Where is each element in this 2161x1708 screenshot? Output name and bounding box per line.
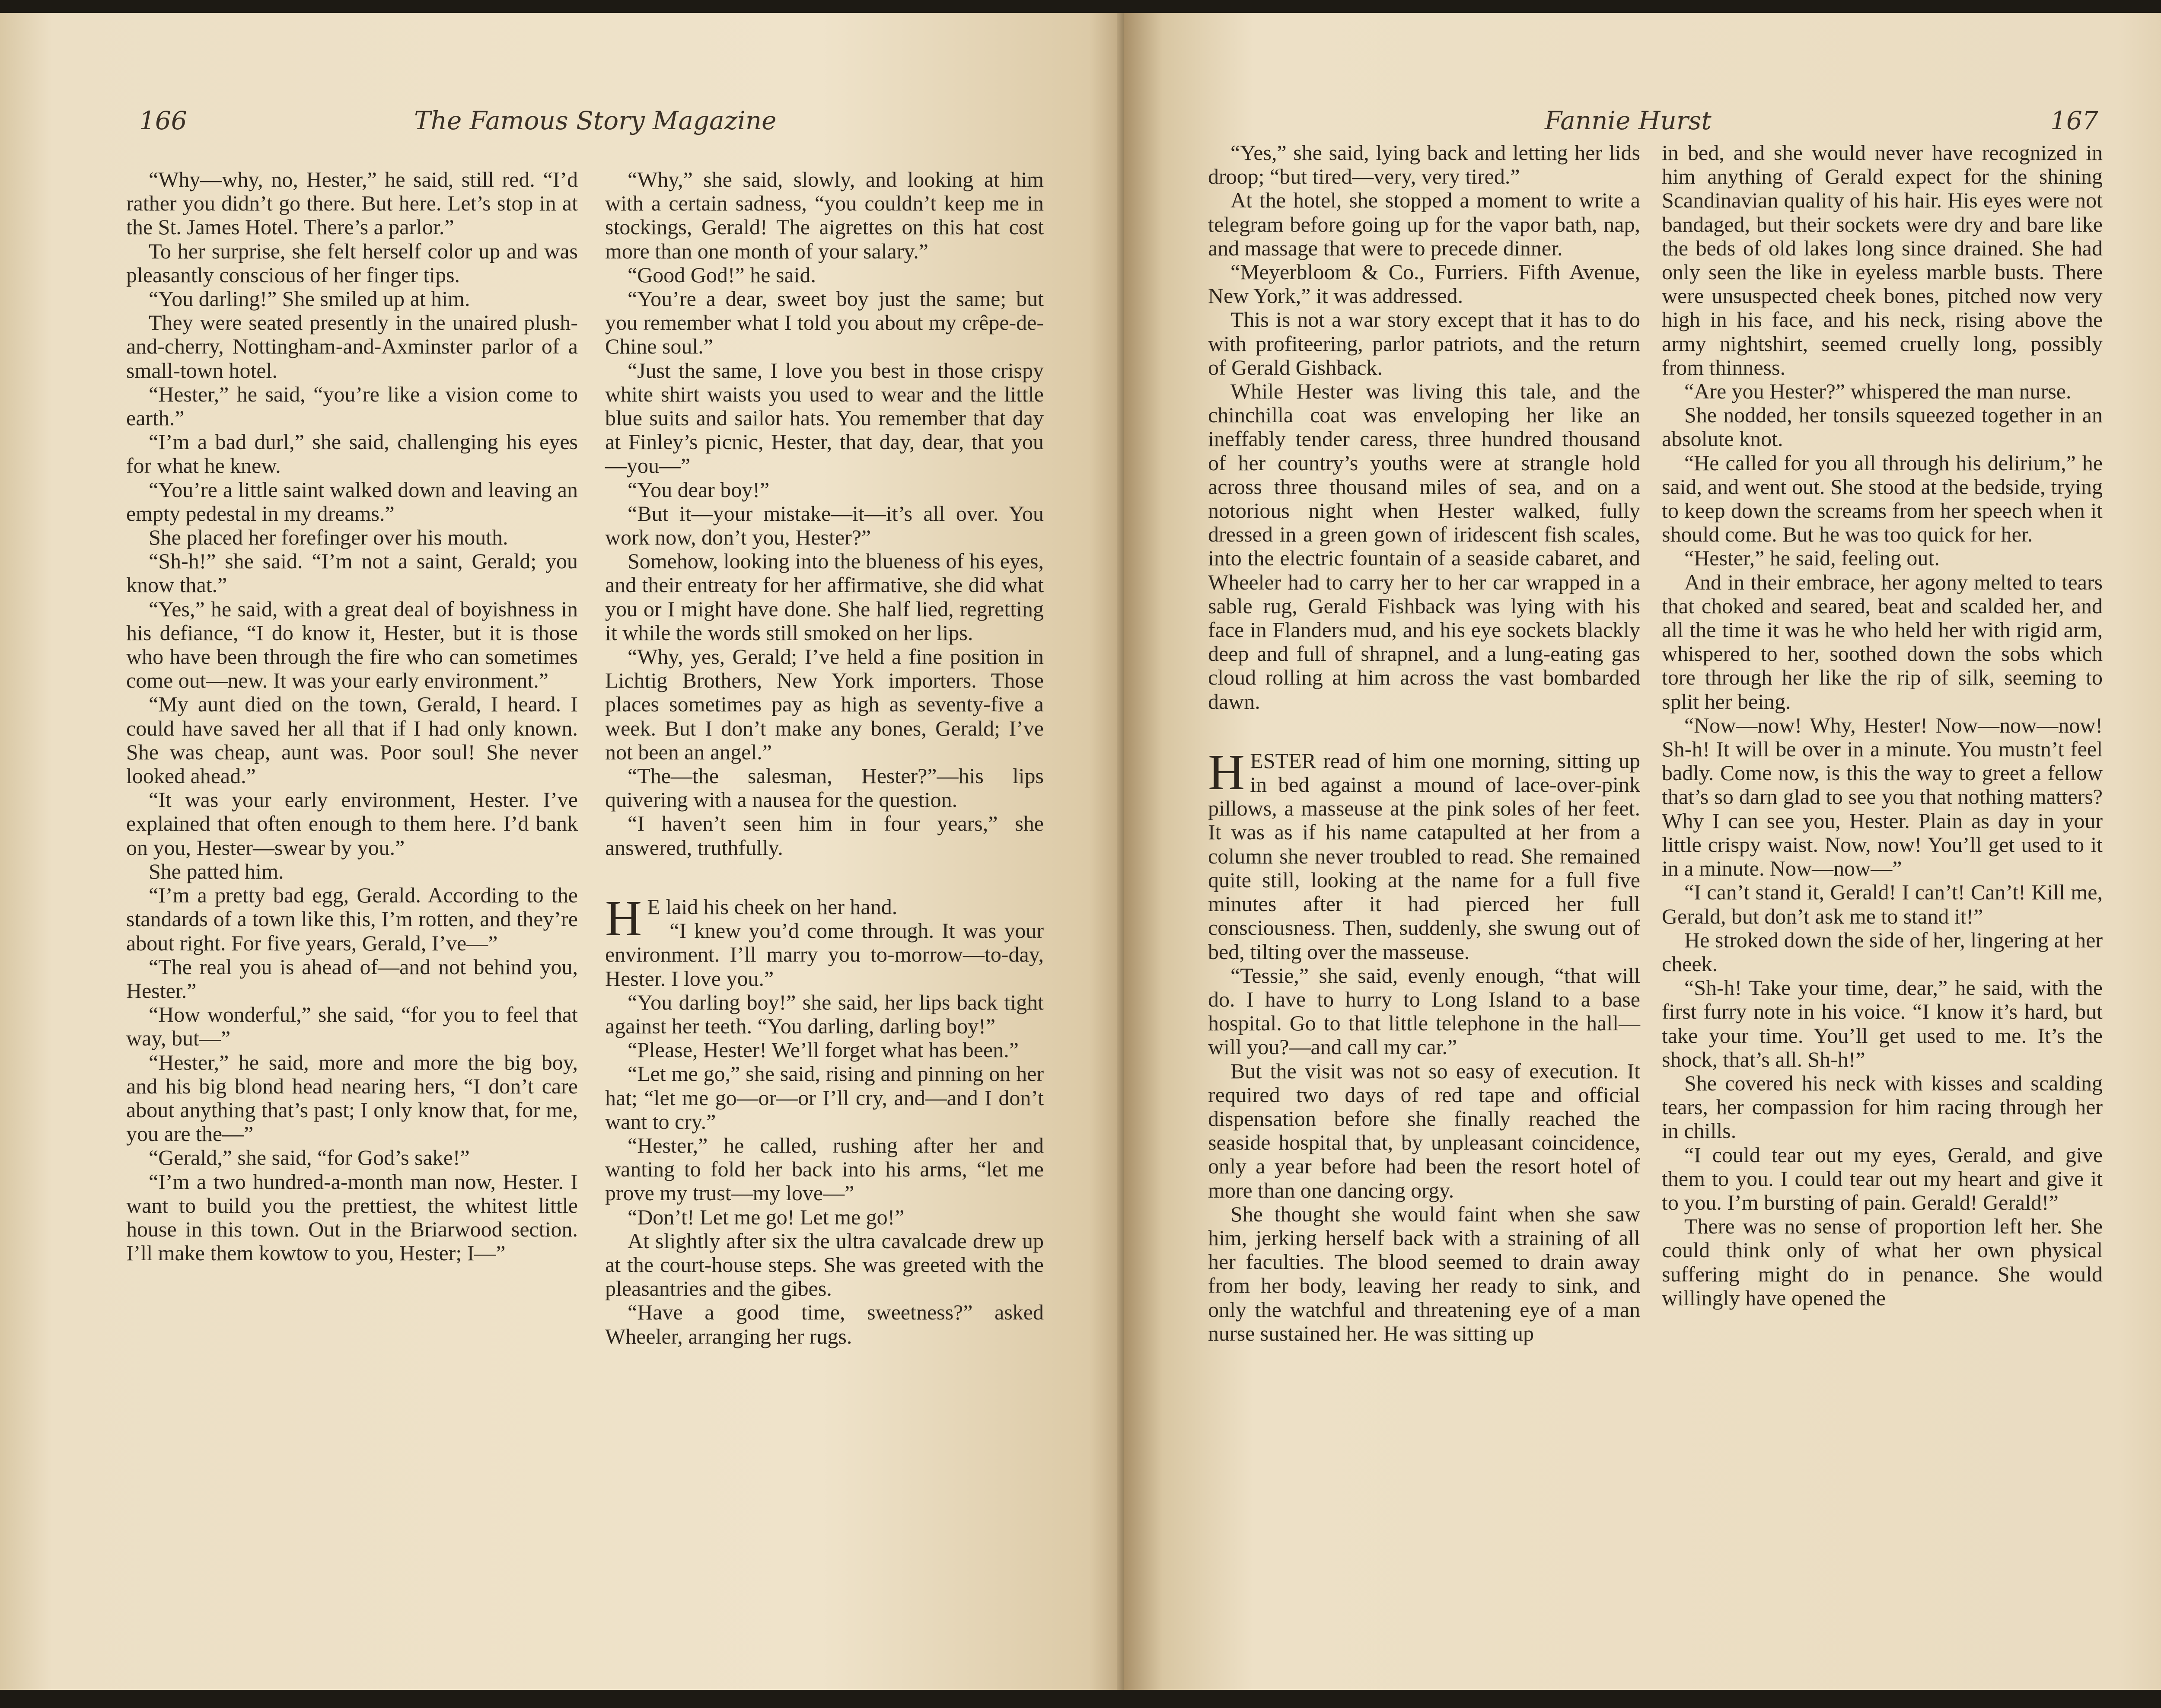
paragraph: “You’re a little saint walked down and leaving an empty pedestal in my dreams.” [126,477,578,526]
paragraph: She nodded, her tonsils squeezed together in an absolute knot. [1662,403,2103,451]
paragraph: “Sh-h!” she said. “I’m not a saint, Gerald; you know that.” [126,549,578,597]
right-page [1124,13,2161,1690]
paragraph: “Why—why, no, Hester,” he said, still red. “I’d rather you didn’t go there. But here. Let’s stop in at the St. James Hotel. There’s a parlor.” [126,167,578,239]
paragraph: “The—the salesman, Hester?”—his lips quivering with a nausea for the question. [605,764,1044,812]
paragraph: “You’re a dear, sweet boy just the same; but you remember what I told you about my crêpe-de-Chine soul.” [605,287,1044,359]
paragraph: “You dear boy!” [628,477,770,502]
paragraph: “Let me go,” she said, rising and pinning on her hat; “let me go—or—or I’ll cry, and—and I don’t want to cry.” [605,1061,1044,1134]
paragraph: She patted him. [149,859,284,883]
paragraph: “He called for you all through his delirium,” he said, and went out. She stood at the bedside, trying to keep down the screams from her speech when it should come. But he was too quick for her. [1662,450,2103,547]
paragraph: “Are you Hester?” whispered the man nurse. [1684,379,2072,404]
paragraph: This is not a war story except that it has to do with profiteering, parlor patriots, and the return of Gerald Gishback. [1208,307,1640,379]
paragraph: “How wonderful,” she said, “for you to feel that way, but—” [126,1002,578,1051]
paragraph: “I’m a two hundred-a-month man now, Hester. I want to build you the prettiest, the whitest little house in this town. Out in the Briarwood section. I’ll make them kowtow to you, Hester; I—” [126,1169,578,1265]
left-column-2 [605,168,1044,1348]
section-opening-text: ESTER read of him one morning, sitting up in bed against a mound of lace-over-pink pillows, a masseuse at the pink soles of her feet. It was as if his name catapulted at her from a column she never troubled to read. She remained quite still, looking at the name for a full five minutes after it had pierced her full consciousness. Then, suddenly, she swung out of bed, tilting over the masseuse. [1208,748,1640,964]
paragraph: “You darling!” She smiled up at him. [149,287,470,311]
paragraph: “Please, Hester! We’ll forget what has been.” [628,1038,1019,1062]
paragraph: “Yes,” she said, lying back and letting her lids droop; “but tired—very, very tired.” [1208,140,1640,189]
paragraph: While Hester was living this tale, and the chinchilla coat was enveloping her like an ineffably tender caress, three hundred thousand of her country’s youths were at strangle hold across three thousand miles of sea, and on a notorious night when Hester walked, fully dressed in a green gown of iridescent fish scales, into the electric fountain of a seaside cabaret, and Wheeler had to carry her to her car wrapped in a sable rug, Gerald Fishback was lying with his face in Flanders mud, and his eye sockets blackly deep and full of shrapnel, and a lung-eating gas cloud rolling at him across the vast bombarded dawn. [1208,379,1640,714]
paragraph: “Sh-h! Take your time, dear,” he said, with the first furry note in his voice. “I know it’s hard, but take your time. You’ll get used to me. It’s the shock, that’s all. Sh-h!” [1662,975,2103,1071]
paragraph: “I knew you’d come through. It was your environment. I’ll marry you to-morrow—to-day, Hester. I love you.” [605,918,1044,991]
paragraph: She covered his neck with kisses and scalding tears, her compassion for him racing through her in chills. [1662,1071,2103,1143]
paragraph: At the hotel, she stopped a moment to write a telegram before going up for the vapor bath, nap, and massage that were to precede dinner. [1208,188,1640,260]
paragraph: “Tessie,” she said, evenly enough, “that will do. I have to hurry to Long Island to a base hospital. Go to that little telephone in the hall—will you?—and call my car.” [1208,963,1640,1059]
paragraph: “The real you is ahead of—and not behind you, Hester.” [126,954,578,1003]
paragraph: “Good God!” he said. [628,262,816,287]
section-opening [605,889,1044,946]
paragraph: “I’m a pretty bad egg, Gerald. According to the standards of a town like this, I’m rotten, and they’re about right. For five years, Gerald, I’ve—” [126,883,578,955]
paragraph: She thought she would faint when she saw him, jerking herself back with a straining of all her faculties. The blood seemed to drain away from her body, leaving her ready to sink, and only the watchful and threatening eye of a man nurse sustained her. He was sitting up [1208,1201,1640,1345]
paragraph: “I could tear out my eyes, Gerald, and give them to you. I could tear out my heart and give it to you. I’m bursting of pain. Gerald! Gerald!” [1662,1142,2103,1214]
paragraph: There was no sense of proportion left her. She could think only of what her own physical suffering might do in penance. She would willingly have opened the [1662,1214,2103,1310]
paragraph: “Why, yes, Gerald; I’ve held a fine position in Lichtig Brothers, New York importers. Those places sometimes pay as high as seventy-five a week. But I don’t make any bones, Gerald; I’ve not been an angel.” [605,644,1044,764]
paragraph: “Yes,” he said, with a great deal of boyishness in his defiance, “I do know it, Hester, but it is those who have been through the fire who can sometimes come out—new. It was your early environment.” [126,596,578,693]
paragraph: “I can’t stand it, Gerald! I can’t! Can’t! Kill me, Gerald, but don’t ask me to stand it!” [1662,880,2103,928]
paragraph: They were seated presently in the unaired plush-and-cherry, Nottingham-and-Axminster parlor of a small-town hotel. [126,310,578,382]
paragraph: “Hester,” he said, “you’re like a vision come to earth.” [126,382,578,430]
page-number-right: 167 [2050,106,2098,135]
running-head-left: The Famous Story Magazine [414,106,777,135]
paragraph: “Just the same, I love you best in those crispy white shirt waists you used to wear and the little blue suits and sailor hats. You remember that day at Finley’s picnic, Hester, that day, dear, that you—you—” [605,358,1044,478]
paragraph: “Meyerbloom & Co., Furriers. Fifth Avenue, New York,” it was addressed. [1208,260,1640,308]
paragraph: “Don’t! Let me go! Let me go!” [628,1205,905,1229]
paragraph: “Hester,” he called, rushing after her and wanting to fold her back into his arms, “let me prove my trust—my love—” [605,1133,1044,1205]
section-opening-text: E laid his cheek on her hand. [647,894,898,919]
paragraph: “Gerald,” she said, “for God’s sake!” [149,1145,470,1170]
left-column-1 [126,168,578,1265]
paragraph: Somehow, looking into the blueness of his eyes, and their entreaty for her affirmative, she did what you or I might have done. She half lied, regretting it while the words still smoked on her lips. [605,549,1044,645]
paragraph: At slightly after six the ultra cavalcade drew up at the court-house steps. She was greeted with the pleasantries and the gibes. [605,1228,1044,1301]
paragraph: “You darling boy!” she said, her lips back tight against her teeth. “You darling, darling boy!” [605,990,1044,1038]
right-column-1 [1208,141,1640,1345]
paragraph: in bed, and she would never have recognized in him anything of Gerald expect for the shining Scandinavian quality of his hair. His eyes were not bandaged, but their sockets were dry and bare like the beds of old lakes long since drained. She had only seen the like in eyeless marble busts. There were unsuspected cheek bones, pitched now very high in his face, and his neck, rising above the army nightshirt, seemed cruelly long, possibly from thinness. [1662,140,2103,379]
paragraph: He stroked down the side of her, lingering at her cheek. [1662,927,2103,976]
left-page [0,13,1128,1690]
paragraph: To her surprise, she felt herself color up and was pleasantly conscious of her finger tips. [126,239,578,287]
paragraph: “I haven’t seen him in four years,” she answered, truthfully. [605,811,1044,860]
right-column-2 [1662,141,2103,1310]
paragraph: She placed her forefinger over his mouth. [149,525,508,550]
drop-cap: H [1208,743,1245,800]
paragraph: “Hester,” he said, more and more the big boy, and his big blond head nearing hers, “I don’t care about anything that’s past; I only know that, for me, you are the—” [126,1050,578,1146]
running-head-right: Fannie Hurst [1545,106,1712,135]
paragraph: But the visit was not so easy of execution. It required two days of red tape and official dispensation before she finally reached the seaside hospital that, by unpleasant coincidence, only a year before had been the resort hotel of more than one dancing orgy. [1208,1058,1640,1202]
drop-cap: H [605,889,642,946]
paragraph: “Hester,” he said, feeling out. [1684,546,1940,570]
paragraph: “Have a good time, sweetness?” asked Wheeler, arranging her rugs. [605,1300,1044,1348]
paragraph: And in their embrace, her agony melted to tears that choked and seared, beat and scalded her, and all the time it was he who held her with rigid arm, whispered to her, soothed down the sobs which tore through her like the rip of silk, seeming to split her being. [1662,570,2103,714]
paragraph: “But it—your mistake—it—it’s all over. You work now, don’t you, Hester?” [605,501,1044,550]
paragraph: “I’m a bad durl,” she said, challenging his eyes for what he knew. [126,430,578,478]
paragraph: “Now—now! Why, Hester! Now—now—now! Sh-h! It will be over in a minute. You mustn’t feel badly. Come now, is this the way to greet a fellow that’s so darn glad to see you that nothing matters? Why I can see you, Hester. Plain as day in your little crispy waist. Now, now! You’ll get used to it in a minute. Now—now—” [1662,713,2103,881]
paragraph: “Why,” she said, slowly, and looking at him with a certain sadness, “you couldn’t keep me in stockings, Gerald! The aigrettes on this hat cost more than one month of your salary.” [605,167,1044,263]
paragraph: “My aunt died on the town, Gerald, I heard. I could have saved her all that if I had only known. She was cheap, aunt was. Poor soul! She never looked ahead.” [126,692,578,788]
paragraph: “It was your early environment, Hester. I’ve explained that often enough to them here. I’d bank on you, Hester—swear by you.” [126,787,578,860]
section-opening [1208,743,1640,964]
page-number-left: 166 [139,106,187,135]
